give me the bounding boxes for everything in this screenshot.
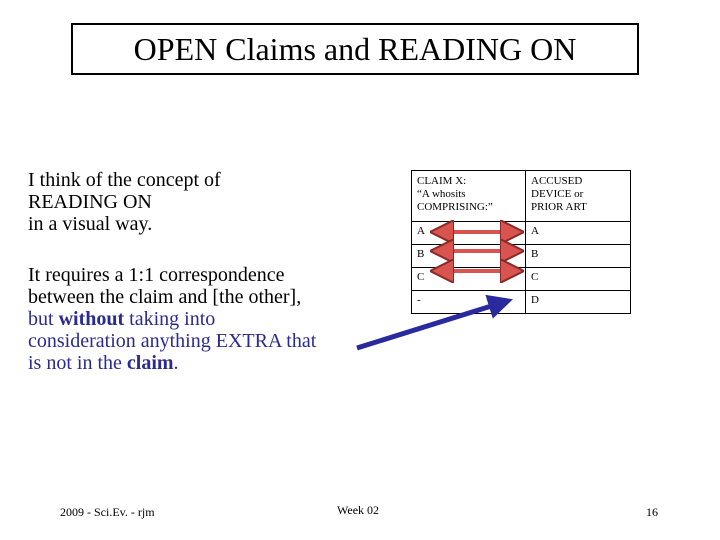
claim-cell: C [412, 268, 526, 291]
claim-cell: B [412, 245, 526, 268]
claim-cell: - [412, 291, 526, 314]
body-line: between the claim and [the other], [28, 286, 302, 308]
emphasis-without: without [58, 308, 125, 330]
extra-element-arrow [357, 303, 501, 348]
page-number: 16 [646, 505, 658, 519]
body-text: . [173, 352, 179, 374]
footer-left: 2009 - Sci.Ev. - rjm [60, 505, 155, 519]
body-text: is not in the [28, 352, 127, 374]
header-text: DEVICE or [531, 188, 584, 200]
footer-center: Week 02 [337, 503, 380, 517]
header-text: ACCUSED [531, 175, 583, 187]
intro-line: in a visual way. [28, 213, 153, 235]
body-line: consideration anything EXTRA that [28, 330, 317, 352]
device-cell: D [526, 291, 631, 314]
body-text: taking into [124, 308, 216, 330]
body-text: but [28, 308, 59, 330]
slide-title: OPEN Claims and READING ON [133, 30, 577, 67]
device-cell: A [526, 222, 631, 245]
device-cell: B [526, 245, 631, 268]
device-cell: C [526, 268, 631, 291]
intro-line: READING ON [28, 191, 152, 213]
header-text: PRIOR ART [531, 201, 587, 213]
header-text: “A whosits [417, 188, 466, 200]
emphasis-claim: claim [126, 352, 174, 374]
header-text: COMPRISING:” [417, 201, 493, 213]
body-line: It requires a 1:1 correspondence [28, 264, 285, 286]
header-text: CLAIM X: [417, 175, 467, 187]
intro-line: I think of the concept of [28, 169, 221, 191]
claim-cell: A [412, 222, 526, 245]
